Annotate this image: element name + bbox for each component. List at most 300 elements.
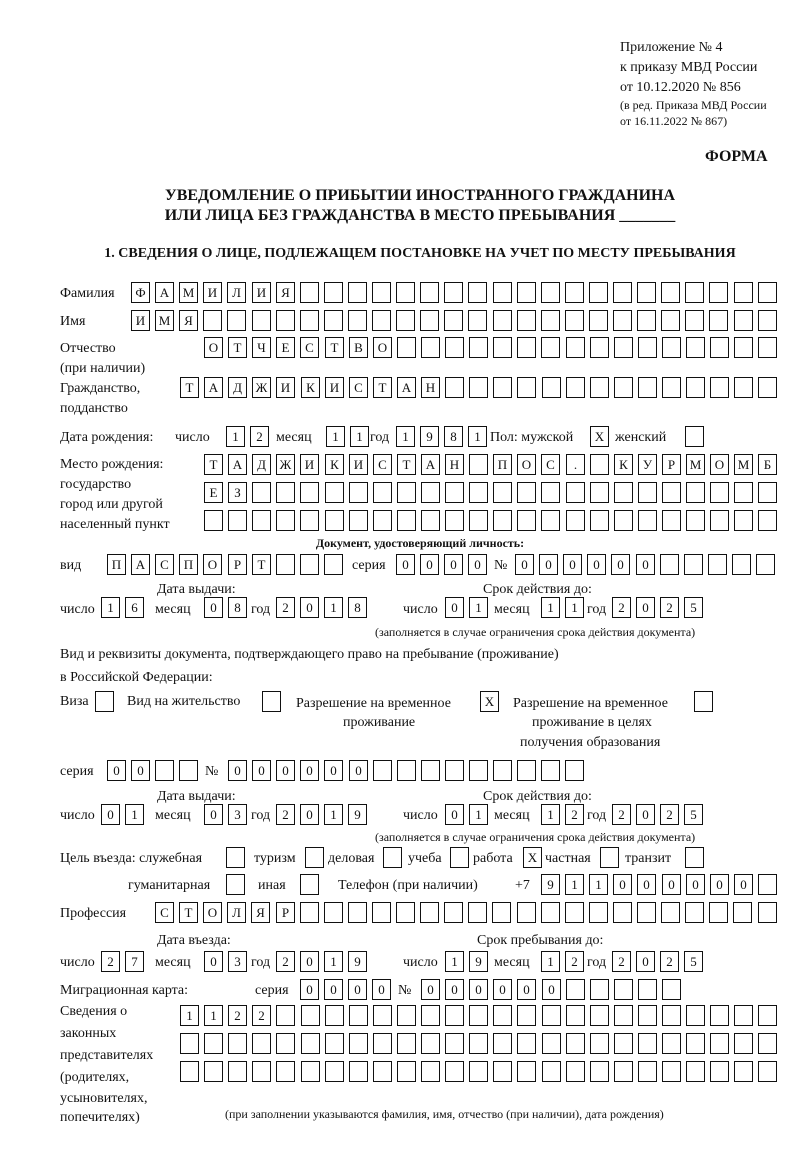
field-cell-birthplace-3[interactable] [517,510,536,531]
field-cell-res-issue-year[interactable]: 0 [300,804,319,825]
field-cell-res-number[interactable] [493,760,512,781]
field-cell-res-valid-year[interactable]: 5 [684,804,703,825]
field-cell-patronymic[interactable]: Т [325,337,344,358]
field-cell-reps-2[interactable] [517,1033,536,1054]
field-cell-reps-3[interactable] [614,1061,633,1082]
field-cell-birth-year[interactable]: 1 [396,426,415,447]
field-cell-surname[interactable] [709,282,728,303]
field-cell-patronymic[interactable] [590,337,609,358]
field-cell-res-issue-year[interactable]: 2 [276,804,295,825]
field-cell-surname[interactable] [613,282,632,303]
field-cell-id-series[interactable]: 0 [396,554,415,575]
field-cell-reps-1[interactable] [590,1005,609,1026]
field-cell-patronymic[interactable] [734,337,753,358]
field-cell-birthplace-2[interactable] [373,482,392,503]
field-cell-id-kind[interactable]: О [203,554,222,575]
field-cell-birthplace-1[interactable]: М [686,454,705,475]
field-cell-stay-day[interactable]: 9 [469,951,488,972]
field-cell-reps-1[interactable] [758,1005,777,1026]
field-cell-citizenship[interactable]: Н [421,377,440,398]
field-cell-mig-number[interactable]: 0 [542,979,561,1000]
field-cell-res-number[interactable]: 0 [324,760,343,781]
field-cell-reps-3[interactable] [710,1061,729,1082]
field-cell-birthplace-2[interactable] [517,482,536,503]
field-cell-birthplace-1[interactable]: А [421,454,440,475]
field-cell-profession[interactable]: С [155,902,174,923]
checkbox-sex-female[interactable] [685,426,704,447]
field-cell-reps-3[interactable] [445,1061,464,1082]
field-cell-citizenship[interactable] [590,377,609,398]
field-cell-id-issue-month[interactable]: 8 [228,597,247,618]
field-cell-name[interactable] [372,310,391,331]
field-cell-patronymic[interactable] [541,337,560,358]
field-cell-mig-series[interactable]: 0 [348,979,367,1000]
field-cell-phone[interactable]: 0 [637,874,656,895]
field-cell-name[interactable] [685,310,704,331]
field-cell-name[interactable] [589,310,608,331]
field-cell-profession[interactable] [396,902,415,923]
field-cell-res-series[interactable]: 0 [131,760,150,781]
field-cell-id-kind[interactable]: А [131,554,150,575]
field-cell-reps-3[interactable] [373,1061,392,1082]
field-cell-reps-1[interactable] [469,1005,488,1026]
field-cell-birth-month[interactable]: 1 [326,426,345,447]
field-cell-name[interactable] [468,310,487,331]
field-cell-patronymic[interactable]: О [204,337,223,358]
field-cell-profession[interactable]: О [203,902,222,923]
field-cell-reps-2[interactable] [180,1033,199,1054]
field-cell-citizenship[interactable] [542,377,561,398]
field-cell-entry-year[interactable]: 9 [348,951,367,972]
field-cell-phone[interactable]: 1 [565,874,584,895]
field-cell-citizenship[interactable] [445,377,464,398]
field-cell-reps-2[interactable] [734,1033,753,1054]
field-cell-res-number[interactable] [469,760,488,781]
field-cell-mig-number[interactable]: 0 [445,979,464,1000]
field-cell-profession[interactable] [324,902,343,923]
field-cell-reps-1[interactable] [614,1005,633,1026]
field-cell-reps-1[interactable]: 1 [180,1005,199,1026]
field-cell-reps-1[interactable] [493,1005,512,1026]
field-cell-birthplace-2[interactable] [662,482,681,503]
field-cell-mig-series[interactable]: 0 [324,979,343,1000]
field-cell-name[interactable] [758,310,777,331]
field-cell-birthplace-3[interactable] [614,510,633,531]
field-cell-profession[interactable] [685,902,704,923]
field-cell-reps-2[interactable] [349,1033,368,1054]
field-cell-patronymic[interactable] [710,337,729,358]
field-cell-patronymic[interactable]: В [349,337,368,358]
field-cell-reps-3[interactable] [758,1061,777,1082]
field-cell-reps-1[interactable]: 2 [252,1005,271,1026]
field-cell-id-valid-year[interactable]: 2 [612,597,631,618]
field-cell-profession[interactable] [492,902,511,923]
checkbox-sex-male[interactable]: X [590,426,609,447]
field-cell-citizenship[interactable]: Т [373,377,392,398]
field-cell-res-number[interactable]: 0 [276,760,295,781]
field-cell-id-kind[interactable] [324,554,343,575]
field-cell-entry-day[interactable]: 2 [101,951,120,972]
field-cell-name[interactable] [444,310,463,331]
field-cell-mig-number[interactable] [638,979,657,1000]
field-cell-id-issue-year[interactable]: 2 [276,597,295,618]
field-cell-res-issue-month[interactable]: 0 [204,804,223,825]
field-cell-reps-3[interactable] [301,1061,320,1082]
field-cell-reps-2[interactable] [228,1033,247,1054]
field-cell-name[interactable] [203,310,222,331]
field-cell-surname[interactable] [324,282,343,303]
field-cell-reps-3[interactable] [252,1061,271,1082]
field-cell-res-valid-year[interactable]: 0 [636,804,655,825]
checkbox-purpose-private[interactable] [600,847,619,868]
field-cell-birthplace-3[interactable] [228,510,247,531]
field-cell-birth-day[interactable]: 1 [226,426,245,447]
field-cell-id-number[interactable]: 0 [587,554,606,575]
field-cell-mig-number[interactable] [566,979,585,1000]
field-cell-surname[interactable] [468,282,487,303]
field-cell-profession[interactable] [661,902,680,923]
field-cell-id-issue-day[interactable]: 6 [125,597,144,618]
field-cell-birthplace-2[interactable] [590,482,609,503]
field-cell-birthplace-2[interactable] [469,482,488,503]
field-cell-profession[interactable] [565,902,584,923]
checkbox-purpose-service[interactable] [226,847,245,868]
field-cell-name[interactable]: М [155,310,174,331]
field-cell-reps-3[interactable] [397,1061,416,1082]
field-cell-reps-2[interactable] [421,1033,440,1054]
field-cell-birthplace-2[interactable]: З [228,482,247,503]
field-cell-patronymic[interactable] [566,337,585,358]
field-cell-id-valid-month[interactable]: 1 [541,597,560,618]
field-cell-birthplace-2[interactable] [638,482,657,503]
field-cell-birthplace-1[interactable]: Н [445,454,464,475]
field-cell-mig-number[interactable] [614,979,633,1000]
field-cell-id-series[interactable]: 0 [468,554,487,575]
field-cell-res-number[interactable] [517,760,536,781]
field-cell-birthplace-1[interactable]: И [349,454,368,475]
field-cell-citizenship[interactable]: Д [228,377,247,398]
checkbox-purpose-study[interactable] [450,847,469,868]
field-cell-birthplace-2[interactable] [614,482,633,503]
field-cell-birthplace-1[interactable]: Т [204,454,223,475]
field-cell-birthplace-2[interactable] [252,482,271,503]
field-cell-birthplace-3[interactable] [276,510,295,531]
field-cell-birthplace-3[interactable] [445,510,464,531]
field-cell-surname[interactable] [637,282,656,303]
field-cell-res-number[interactable] [397,760,416,781]
field-cell-citizenship[interactable] [662,377,681,398]
field-cell-birthplace-3[interactable] [252,510,271,531]
field-cell-birthplace-1[interactable]: С [373,454,392,475]
field-cell-res-issue-day[interactable]: 0 [101,804,120,825]
field-cell-name[interactable] [324,310,343,331]
field-cell-birthplace-3[interactable] [397,510,416,531]
field-cell-citizenship[interactable]: А [204,377,223,398]
field-cell-reps-1[interactable] [301,1005,320,1026]
field-cell-reps-1[interactable] [397,1005,416,1026]
checkbox-purpose-transit[interactable] [685,847,704,868]
field-cell-birthplace-2[interactable] [566,482,585,503]
field-cell-birthplace-3[interactable] [300,510,319,531]
field-cell-reps-3[interactable] [734,1061,753,1082]
field-cell-name[interactable]: Я [179,310,198,331]
field-cell-patronymic[interactable]: Ч [252,337,271,358]
field-cell-name[interactable] [734,310,753,331]
field-cell-name[interactable] [276,310,295,331]
field-cell-birthplace-1[interactable]: И [300,454,319,475]
field-cell-profession[interactable] [444,902,463,923]
field-cell-id-kind[interactable] [300,554,319,575]
field-cell-name[interactable] [300,310,319,331]
field-cell-profession[interactable]: Р [276,902,295,923]
field-cell-birthplace-3[interactable] [421,510,440,531]
field-cell-citizenship[interactable] [686,377,705,398]
field-cell-reps-2[interactable] [638,1033,657,1054]
field-cell-reps-1[interactable]: 1 [204,1005,223,1026]
field-cell-entry-month[interactable]: 0 [204,951,223,972]
field-cell-birthplace-1[interactable]: О [710,454,729,475]
field-cell-reps-1[interactable] [686,1005,705,1026]
field-cell-mig-series[interactable]: 0 [300,979,319,1000]
field-cell-res-number[interactable]: 0 [228,760,247,781]
field-cell-birthplace-3[interactable] [349,510,368,531]
field-cell-birthplace-1[interactable]: Р [662,454,681,475]
field-cell-name[interactable] [709,310,728,331]
field-cell-birthplace-1[interactable]: М [734,454,753,475]
field-cell-birthplace-3[interactable] [541,510,560,531]
field-cell-birthplace-3[interactable] [373,510,392,531]
field-cell-birthplace-1[interactable] [469,454,488,475]
field-cell-birthplace-3[interactable] [710,510,729,531]
field-cell-id-issue-year[interactable]: 1 [324,597,343,618]
field-cell-name[interactable]: И [131,310,150,331]
field-cell-birthplace-2[interactable] [758,482,777,503]
field-cell-surname[interactable] [348,282,367,303]
field-cell-profession[interactable] [420,902,439,923]
field-cell-birthplace-1[interactable] [590,454,609,475]
field-cell-id-number[interactable] [684,554,703,575]
field-cell-birthplace-1[interactable]: А [228,454,247,475]
field-cell-birthplace-3[interactable] [662,510,681,531]
field-cell-birthplace-2[interactable] [710,482,729,503]
field-cell-birthplace-3[interactable] [638,510,657,531]
field-cell-birthplace-2[interactable] [421,482,440,503]
field-cell-birthplace-2[interactable] [276,482,295,503]
field-cell-patronymic[interactable] [421,337,440,358]
field-cell-res-valid-year[interactable]: 2 [612,804,631,825]
field-cell-reps-1[interactable] [421,1005,440,1026]
field-cell-reps-2[interactable] [204,1033,223,1054]
field-cell-phone[interactable]: 0 [686,874,705,895]
field-cell-patronymic[interactable] [662,337,681,358]
field-cell-mig-number[interactable] [590,979,609,1000]
field-cell-profession[interactable] [468,902,487,923]
field-cell-reps-3[interactable] [590,1061,609,1082]
field-cell-name[interactable] [517,310,536,331]
field-cell-phone[interactable]: 1 [589,874,608,895]
field-cell-res-number[interactable] [445,760,464,781]
field-cell-stay-year[interactable]: 2 [612,951,631,972]
field-cell-entry-day[interactable]: 7 [125,951,144,972]
field-cell-id-kind[interactable]: С [155,554,174,575]
field-cell-reps-3[interactable] [662,1061,681,1082]
field-cell-profession[interactable] [709,902,728,923]
field-cell-citizenship[interactable] [469,377,488,398]
field-cell-name[interactable] [227,310,246,331]
field-cell-id-number[interactable] [732,554,751,575]
field-cell-surname[interactable] [517,282,536,303]
field-cell-surname[interactable] [493,282,512,303]
field-cell-birthplace-1[interactable]: С [541,454,560,475]
field-cell-surname[interactable]: Ф [131,282,150,303]
field-cell-patronymic[interactable] [517,337,536,358]
field-cell-birthplace-3[interactable] [493,510,512,531]
field-cell-reps-1[interactable] [638,1005,657,1026]
field-cell-id-number[interactable] [756,554,775,575]
field-cell-birth-month[interactable]: 1 [350,426,369,447]
checkbox-purpose-other[interactable] [300,874,319,895]
field-cell-reps-2[interactable] [469,1033,488,1054]
field-cell-birthplace-1[interactable]: П [493,454,512,475]
field-cell-citizenship[interactable] [638,377,657,398]
field-cell-profession[interactable] [300,902,319,923]
field-cell-id-issue-month[interactable]: 0 [204,597,223,618]
field-cell-patronymic[interactable] [614,337,633,358]
field-cell-mig-number[interactable]: 0 [493,979,512,1000]
field-cell-entry-month[interactable]: 3 [228,951,247,972]
field-cell-birthplace-2[interactable] [734,482,753,503]
checkbox-purpose-business[interactable] [383,847,402,868]
field-cell-res-series[interactable] [179,760,198,781]
field-cell-reps-2[interactable] [542,1033,561,1054]
field-cell-phone[interactable] [758,874,777,895]
field-cell-surname[interactable]: Л [227,282,246,303]
field-cell-surname[interactable] [300,282,319,303]
field-cell-mig-number[interactable]: 0 [517,979,536,1000]
field-cell-name[interactable] [661,310,680,331]
field-cell-profession[interactable] [348,902,367,923]
field-cell-reps-1[interactable] [373,1005,392,1026]
field-cell-reps-3[interactable] [325,1061,344,1082]
field-cell-birthplace-1[interactable]: . [566,454,585,475]
field-cell-reps-2[interactable] [276,1033,295,1054]
field-cell-patronymic[interactable] [469,337,488,358]
field-cell-name[interactable] [396,310,415,331]
field-cell-citizenship[interactable] [710,377,729,398]
field-cell-id-valid-day[interactable]: 0 [445,597,464,618]
field-cell-id-number[interactable] [660,554,679,575]
field-cell-stay-year[interactable]: 0 [636,951,655,972]
field-cell-surname[interactable]: М [179,282,198,303]
field-cell-surname[interactable] [541,282,560,303]
field-cell-name[interactable] [420,310,439,331]
field-cell-id-issue-year[interactable]: 0 [300,597,319,618]
field-cell-birthplace-2[interactable] [686,482,705,503]
field-cell-stay-year[interactable]: 5 [684,951,703,972]
field-cell-citizenship[interactable]: С [349,377,368,398]
field-cell-stay-month[interactable]: 2 [565,951,584,972]
field-cell-birth-year[interactable]: 8 [444,426,463,447]
field-cell-birthplace-1[interactable]: Б [758,454,777,475]
field-cell-citizenship[interactable] [758,377,777,398]
field-cell-id-number[interactable]: 0 [636,554,655,575]
field-cell-res-number[interactable] [565,760,584,781]
field-cell-patronymic[interactable] [638,337,657,358]
checkbox-purpose-humanitarian[interactable] [226,874,245,895]
field-cell-phone[interactable]: 0 [734,874,753,895]
field-cell-citizenship[interactable] [566,377,585,398]
field-cell-res-series[interactable] [155,760,174,781]
field-cell-name[interactable] [493,310,512,331]
field-cell-entry-year[interactable]: 2 [276,951,295,972]
checkbox-purpose-tourism[interactable] [305,847,324,868]
field-cell-reps-2[interactable] [710,1033,729,1054]
field-cell-name[interactable] [541,310,560,331]
field-cell-surname[interactable] [589,282,608,303]
field-cell-patronymic[interactable] [445,337,464,358]
field-cell-patronymic[interactable] [758,337,777,358]
field-cell-id-number[interactable]: 0 [515,554,534,575]
field-cell-mig-series[interactable]: 0 [372,979,391,1000]
field-cell-citizenship[interactable] [493,377,512,398]
field-cell-res-valid-year[interactable]: 2 [660,804,679,825]
field-cell-res-number[interactable]: 0 [252,760,271,781]
field-cell-id-number[interactable]: 0 [563,554,582,575]
field-cell-reps-3[interactable] [204,1061,223,1082]
field-cell-reps-2[interactable] [758,1033,777,1054]
field-cell-id-kind[interactable]: П [107,554,126,575]
field-cell-birthplace-2[interactable] [300,482,319,503]
field-cell-birthplace-2[interactable] [493,482,512,503]
field-cell-phone[interactable]: 0 [662,874,681,895]
field-cell-phone[interactable]: 9 [541,874,560,895]
field-cell-birth-day[interactable]: 2 [250,426,269,447]
field-cell-res-number[interactable]: 0 [300,760,319,781]
field-cell-citizenship[interactable] [734,377,753,398]
field-cell-reps-3[interactable] [686,1061,705,1082]
field-cell-reps-3[interactable] [349,1061,368,1082]
field-cell-birthplace-3[interactable] [204,510,223,531]
field-cell-name[interactable] [565,310,584,331]
field-cell-profession[interactable] [613,902,632,923]
field-cell-reps-1[interactable]: 2 [228,1005,247,1026]
field-cell-reps-3[interactable] [421,1061,440,1082]
field-cell-res-number[interactable] [373,760,392,781]
field-cell-stay-month[interactable]: 1 [541,951,560,972]
field-cell-id-number[interactable]: 0 [539,554,558,575]
field-cell-id-series[interactable]: 0 [420,554,439,575]
field-cell-id-kind[interactable]: Р [228,554,247,575]
field-cell-surname[interactable] [396,282,415,303]
field-cell-citizenship[interactable]: И [325,377,344,398]
field-cell-id-number[interactable]: 0 [611,554,630,575]
field-cell-surname[interactable]: И [203,282,222,303]
field-cell-reps-1[interactable] [662,1005,681,1026]
field-cell-surname[interactable] [565,282,584,303]
field-cell-mig-number[interactable] [662,979,681,1000]
field-cell-name[interactable] [252,310,271,331]
field-cell-entry-year[interactable]: 0 [300,951,319,972]
field-cell-profession[interactable] [517,902,536,923]
field-cell-birthplace-2[interactable] [445,482,464,503]
field-cell-surname[interactable] [758,282,777,303]
field-cell-id-kind[interactable]: Т [252,554,271,575]
field-cell-surname[interactable]: И [252,282,271,303]
field-cell-reps-1[interactable] [710,1005,729,1026]
field-cell-stay-day[interactable]: 1 [445,951,464,972]
field-cell-birth-year[interactable]: 9 [420,426,439,447]
field-cell-profession[interactable] [637,902,656,923]
